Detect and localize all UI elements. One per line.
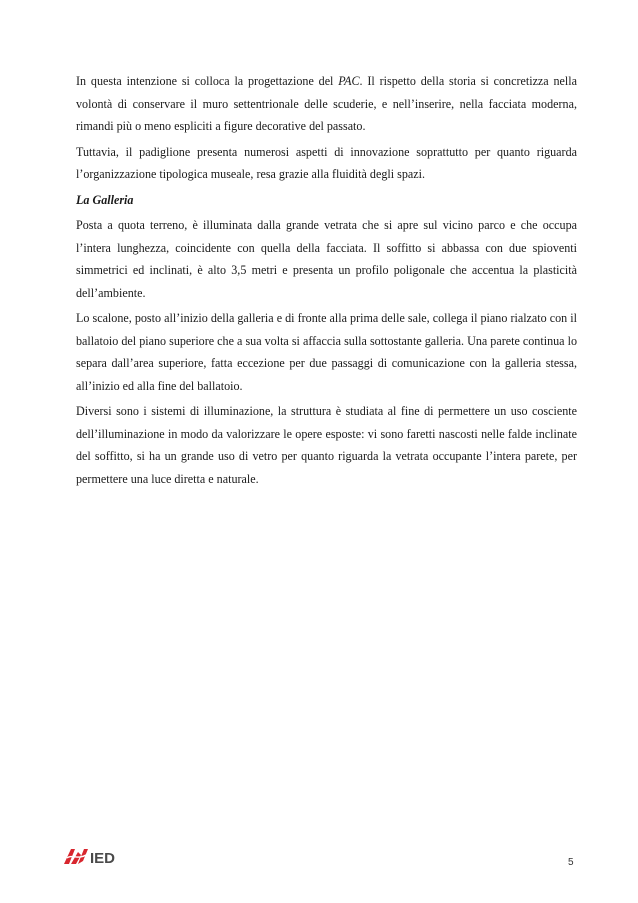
ied-logo — [62, 846, 132, 868]
ied-logo-icon — [64, 849, 88, 864]
section-heading: La Galleria — [76, 192, 134, 207]
page-number: 5 — [568, 857, 574, 868]
paragraph-galleria-2: Lo scalone, posto all’inizio della galleria e di fronte alla prima delle sale, collega il piano rialzato con il ballatoio del piano superiore che a sua volta si affaccia sulla sottostante galleria. Una parete continua lo separa dall’area superiore, fatta eccezione per due passaggi di comunicazione con la galleria stessa, all’inizio ed alla fine del ballatoio. — [76, 311, 577, 393]
ied-logo-text: IED — [90, 850, 116, 867]
paragraph-galleria-3: Diversi sono i sistemi di illuminazione, la struttura è studiata al fine di permettere un uso cosciente dell’illuminazione in modo da valorizzare le opere esposte: vi sono faretti nascosti nelle falde inclinate del soffitto, si ha un grande uso di vetro per quanto riguarda la vetrata occupante l’intera parete, per permettere una luce diretta e naturale. — [76, 404, 577, 486]
paragraph-text: . Il rispetto della storia si concretizza nella volontà di conservare il muro settentrionale delle scuderie, e nell’inserire, nella facciata moderna, rimandi più o meno espliciti a figure decorative del passato. — [76, 74, 577, 133]
pac-italic: PAC — [338, 74, 360, 88]
document-body — [76, 70, 577, 493]
paragraph-text: In questa intenzione si colloca la progettazione del — [76, 74, 339, 88]
paragraph-innovation: Tuttavia, il padiglione presenta numerosi aspetti di innovazione soprattutto per quanto riguarda l’organizzazione tipologica museale, resa grazie alla fluidità degli spazi. — [76, 144, 577, 181]
paragraph-pac-intro — [76, 70, 577, 138]
paragraph-galleria-1: Posta a quota terreno, è illuminata dalla grande vetrata che si apre sul vicino parco e che occupa l’intera lunghezza, coincidente con quella della facciata. Il soffitto si abbassa con due spioventi simmetrici ed inclinati, è alto 3,5 metri e presenta un profilo poligonale che accentua la plasticità dell’ambiente. — [76, 218, 577, 300]
